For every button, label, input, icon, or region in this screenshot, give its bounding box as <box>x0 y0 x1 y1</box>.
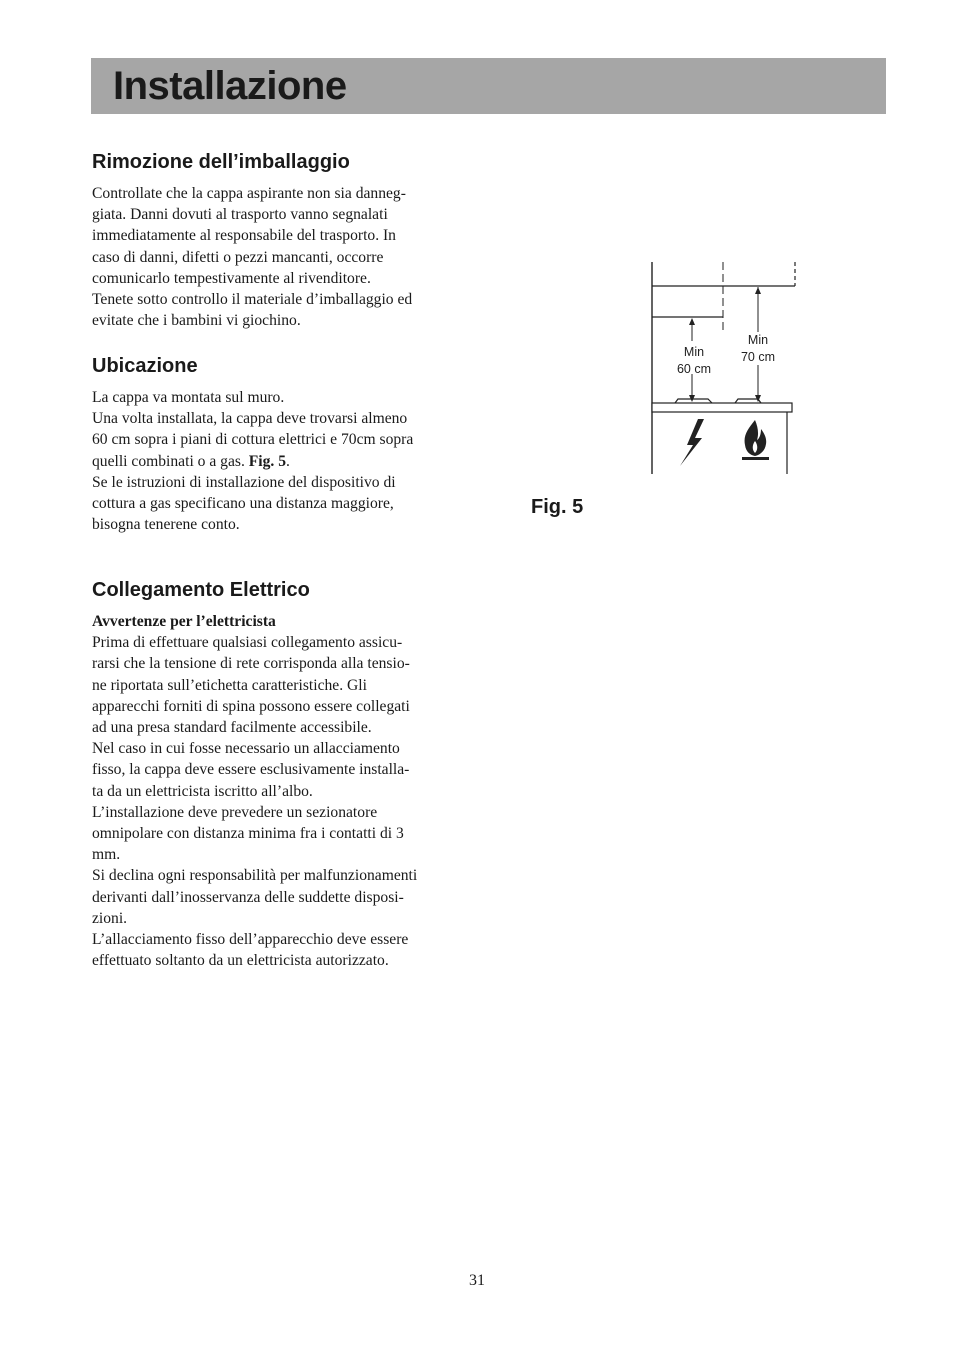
text-line: fisso, la cappa deve essere esclusivamente installa- <box>92 761 410 779</box>
text-line: Una volta installata, la cappa deve trovarsi almeno <box>92 410 408 428</box>
text-line: ta da un elettricista iscritto all’albo. <box>92 782 313 800</box>
figure-caption: Fig. 5 <box>531 496 584 518</box>
text-line: zioni. <box>92 909 128 927</box>
text-line: mm. <box>92 846 121 864</box>
section-location <box>92 354 464 535</box>
lightning-icon <box>680 419 704 466</box>
electric-plate <box>675 399 712 403</box>
section-body <box>92 632 464 971</box>
section-subheading: Avvertenze per l’elettricista <box>92 613 276 630</box>
figure-reference: Fig. 5 <box>248 452 287 470</box>
cooktop-surface <box>652 403 792 412</box>
diagram-svg <box>640 255 810 485</box>
text-line: omnipolare con distanza minima fra i contatti di 3 <box>92 825 404 843</box>
arrowhead-60-up <box>689 318 695 325</box>
text-line: effettuato soltanto da un elettricista autorizzato. <box>92 952 389 970</box>
text-line: cottura a gas specificano una distanza maggiore, <box>92 495 394 513</box>
text-line: L’allacciamento fisso dell’apparecchio deve essere <box>92 931 409 949</box>
title-bar <box>91 58 886 114</box>
page-title: Installazione <box>113 64 347 108</box>
text-line: Prima di effettuare qualsiasi collegamento assicu- <box>92 634 403 652</box>
text-line: rarsi che la tensione di rete corrisponda alla tensio- <box>92 655 410 673</box>
section-electrical-connection <box>92 578 464 971</box>
label-gas-min: Min <box>747 333 769 347</box>
text-line: Tenete sotto controllo il materiale d’imballaggio ed <box>92 291 413 309</box>
text-line: derivanti dall’inosservanza delle suddette disposi- <box>92 888 404 906</box>
page-number: 31 <box>469 1272 485 1289</box>
section-heading: Collegamento Elettrico <box>92 579 310 601</box>
label-electric-value: 60 cm <box>676 362 712 376</box>
installation-diagram <box>640 255 810 485</box>
text-punct: . <box>286 452 290 470</box>
text-line: comunicarlo tempestivamente al rivenditore. <box>92 269 371 287</box>
text-line: Nel caso in cui fosse necessario un allacciamento <box>92 740 400 758</box>
text-line: ad una presa standard facilmente accessibile. <box>92 719 372 737</box>
text-line: ne riportata sull’etichetta caratteristiche. Gli <box>92 676 367 694</box>
section-packaging-removal <box>92 150 464 331</box>
label-electric-min: Min <box>683 345 705 359</box>
gas-burner <box>735 399 761 403</box>
text-line: La cappa va montata sul muro. <box>92 389 285 406</box>
text-line: Se le istruzioni di installazione del dispositivo di <box>92 473 396 491</box>
text-line: giata. Danni dovuti al trasporto vanno segnalati <box>92 206 388 224</box>
flame-icon <box>742 420 769 460</box>
text-line: evitate che i bambini vi giochino. <box>92 312 301 330</box>
label-gas-value: 70 cm <box>740 350 776 364</box>
section-body <box>92 387 464 535</box>
text-line: caso di danni, difetti o pezzi mancanti, occorre <box>92 248 384 266</box>
text-line: Si declina ogni responsabilità per malfunzionamenti <box>92 867 418 885</box>
text-line: L’installazione deve prevedere un sezionatore <box>92 803 378 821</box>
arrowhead-70-up <box>755 287 761 294</box>
text-line: immediatamente al responsabile del trasporto. In <box>92 227 396 245</box>
text-line: apparecchi forniti di spina possono essere collegati <box>92 697 410 715</box>
section-heading: Rimozione dell’imballaggio <box>92 151 350 173</box>
section-body <box>92 183 464 331</box>
text-line: Controllate che la cappa aspirante non sia danneg- <box>92 185 406 202</box>
text-line: bisogna tenerene conto. <box>92 516 240 534</box>
text-line: 60 cm sopra i piani di cottura elettrici e 70cm sopra <box>92 431 414 449</box>
section-heading: Ubicazione <box>92 355 198 377</box>
text-line: quelli combinati o a gas. <box>92 452 249 470</box>
